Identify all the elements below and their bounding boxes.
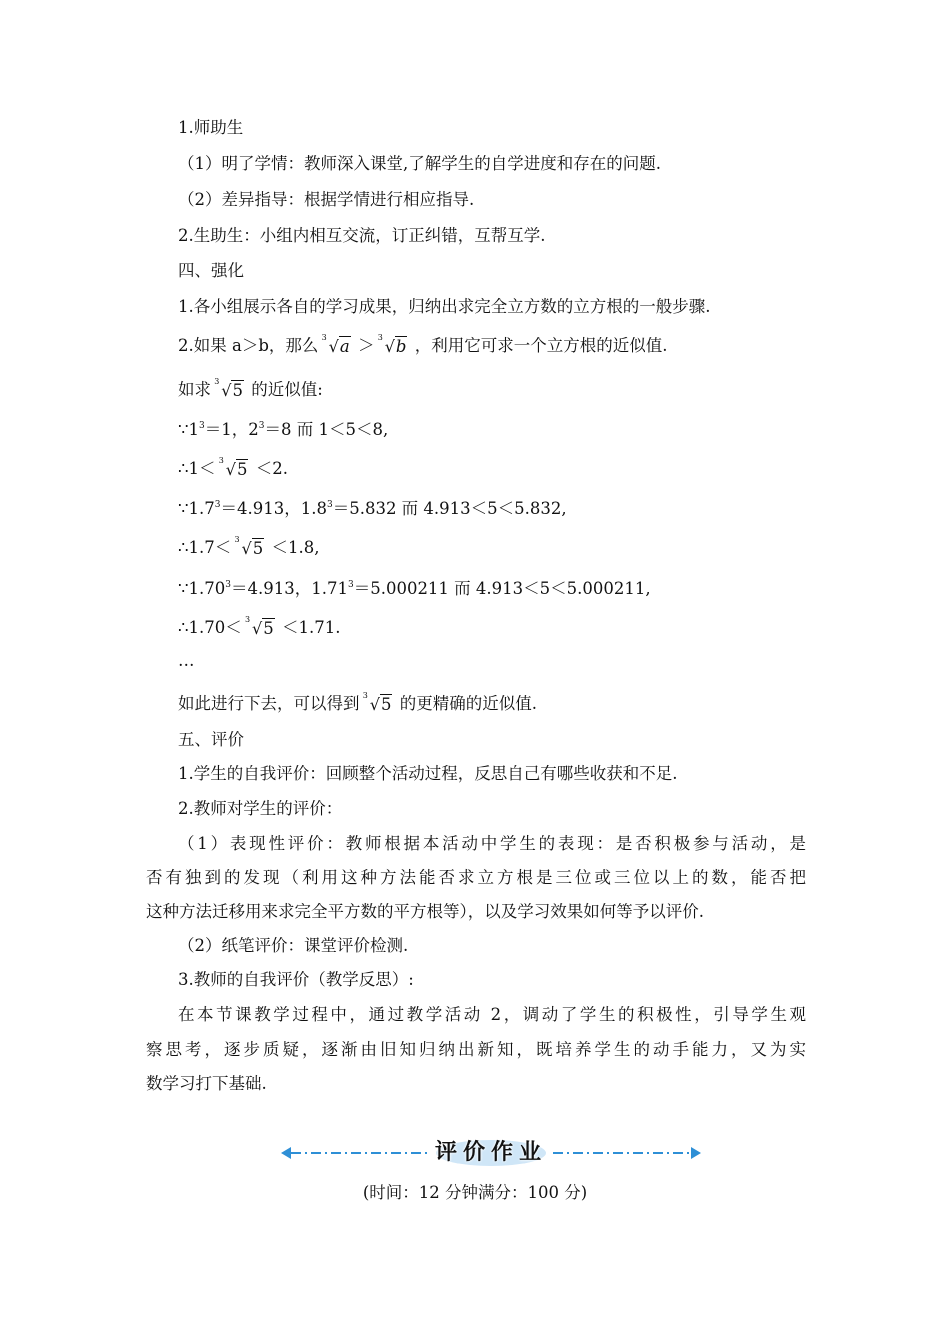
reflection-line-1: 在本节课教学过程中，通过教学活动 2，调动了学生的积极性，引导学生观 (178, 1005, 806, 1024)
cube-root-inequality-line: 2.如果 a＞b，那么 3 √a ＞ 3 √b ，利用它可求一个立方根的近似值. (178, 333, 668, 356)
therefore-line-3: ∴1.70＜ 3 √5 ＜1.71. (178, 615, 341, 638)
left-arrow-icon (281, 1147, 291, 1159)
banner-title: 评价作业 (434, 1140, 547, 1165)
cube-root-5: 3 √5 (218, 456, 248, 479)
cube-root-a: 3 √a (321, 333, 350, 356)
ellipsis: … (178, 651, 195, 670)
example-line: 如求 3 √5 的近似值: (178, 377, 323, 400)
because-line-1: $\because 1^3=1$，$2^3=8$ 而 1＜5＜8, (178, 420, 389, 439)
reflection-line-3: 数学习打下基础. (146, 1074, 267, 1093)
item-students-help: 2.生助生：小组内相互交流，订正纠错，互帮互学. (178, 226, 546, 245)
paragraph-performance-line-3: 这种方法迁移用来求完全平方数的平方根等），以及学习效果如何等予以评价. (146, 902, 704, 921)
item-teacher-reflection: 3.教师的自我评价（教学反思）: (178, 970, 414, 989)
item-self-evaluation: 1.学生的自我评价：回顾整个活动过程，反思自己有哪些收获和不足. (178, 764, 678, 783)
time-score-note: (时间：12 分钟满分：100 分) (362, 1183, 588, 1202)
cube-root-5: 3 √5 (234, 535, 264, 558)
cube-root-5: 3 √5 (362, 691, 392, 714)
cube-root-5: 3 √5 (245, 615, 274, 638)
cube-root-b: 3 √b (377, 333, 407, 356)
because-line-2: $\because 1.7^3=4.913$，$1.8^3=5.832$ 而 4.913＜5＜5.832, (178, 499, 567, 518)
therefore-line-1: ∴1＜ 3 √5 ＜2. (178, 456, 288, 479)
item-know-situation: （1）明了学情：教师深入课堂,了解学生的自学进度和存在的问题. (178, 154, 661, 173)
item-paper-evaluation: （2）纸笔评价：课堂评价检测. (178, 936, 409, 955)
item-teacher-evaluation: 2.教师对学生的评价： (178, 799, 343, 818)
assessment-banner (279, 1137, 703, 1169)
because-line-3: $\because 1.70^3=4.913$，$1.71^3=5.000211$ 而 4.913＜5＜5.000211, (178, 579, 651, 598)
heading-teacher-helps: 1.师助生 (178, 118, 244, 137)
right-arrow-icon (691, 1147, 701, 1159)
reflection-line-2: 察思考，逐步质疑，逐渐由旧知归纳出新知，既培养学生的动手能力，又为实 (146, 1040, 806, 1059)
paragraph-performance-line-1: （1）表现性评价：教师根据本活动中学生的表现：是否积极参与活动，是 (178, 834, 806, 853)
section-strengthen: 四、强化 (178, 261, 244, 280)
cube-root-5: 3 √5 (214, 377, 243, 400)
section-evaluation: 五、评价 (178, 730, 244, 749)
paragraph-performance-line-2: 否有独到的发现（利用这种方法能否求立方根是三位或三位以上的数，能否把 (146, 868, 806, 887)
item-differentiated-guidance: （2）差异指导：根据学情进行相应指导. (178, 190, 475, 209)
therefore-line-2: ∴1.7＜ 3 √5 ＜1.8, (178, 535, 320, 558)
item-group-summary: 1.各小组展示各自的学习成果，归纳出求完全立方数的立方根的一般步骤. (178, 297, 711, 316)
continue-line: 如此进行下去，可以得到 3 √5 的更精确的近似值. (178, 691, 537, 714)
